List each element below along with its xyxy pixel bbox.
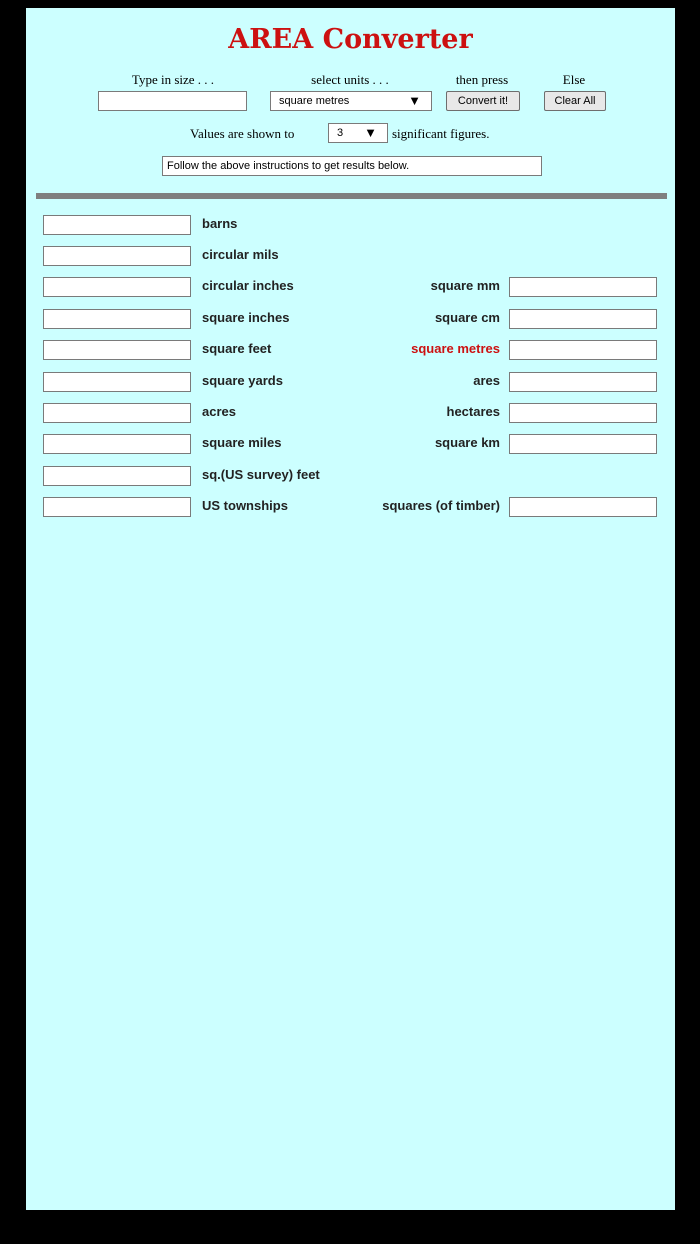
square-metres-label: square metres <box>411 341 500 356</box>
square-feet-field[interactable] <box>43 340 191 360</box>
sig-figures-select[interactable] <box>328 123 388 143</box>
hectares-field[interactable] <box>509 403 657 423</box>
sig-figures-value: 3 <box>337 127 344 139</box>
squares-timber-field[interactable] <box>509 497 657 517</box>
units-label: select units . . . <box>311 72 389 87</box>
us-townships-field[interactable] <box>43 497 191 517</box>
us-survey-feet-field[interactable] <box>43 466 191 486</box>
square-cm-field[interactable] <box>509 309 657 329</box>
circular-mils-label: circular mils <box>202 247 279 262</box>
us-survey-feet-label: sq.(US survey) feet <box>202 467 320 482</box>
ares-field[interactable] <box>509 372 657 392</box>
triangle-down-icon: ▼ <box>408 93 421 108</box>
section-divider <box>36 193 667 199</box>
square-yards-field[interactable] <box>43 372 191 392</box>
hectares-label: hectares <box>446 404 500 419</box>
else-label: Else <box>562 72 586 87</box>
square-miles-label: square miles <box>202 435 282 450</box>
size-label: Type in size . . . <box>131 72 215 87</box>
press-label: then press <box>455 72 509 87</box>
ares-label: ares <box>473 373 500 388</box>
clear-all-button[interactable]: Clear All <box>544 91 606 111</box>
convert-button[interactable]: Convert it! <box>446 91 520 111</box>
acres-label: acres <box>202 404 236 419</box>
square-inches-field[interactable] <box>43 309 191 329</box>
page-title: AREA Converter <box>228 24 473 55</box>
barns-field[interactable] <box>43 215 191 235</box>
circular-mils-field[interactable] <box>43 246 191 266</box>
sig-figures-suffix: significant figures. <box>392 126 490 141</box>
units-select-value: square metres <box>279 95 350 107</box>
units-select[interactable] <box>270 91 432 111</box>
square-feet-label: square feet <box>202 341 272 356</box>
barns-label: barns <box>202 216 238 231</box>
triangle-down-icon: ▼ <box>364 125 377 140</box>
square-metres-field[interactable] <box>509 340 657 360</box>
squares-timber-label: squares (of timber) <box>382 498 500 513</box>
square-mm-label: square mm <box>430 278 500 293</box>
acres-field[interactable] <box>43 403 191 423</box>
circular-inches-field[interactable] <box>43 277 191 297</box>
size-input[interactable] <box>98 91 247 111</box>
square-cm-label: square cm <box>434 310 500 325</box>
square-km-label: square km <box>434 435 500 450</box>
circular-inches-label: circular inches <box>202 278 294 293</box>
converter-panel <box>26 8 675 1210</box>
instructions-field[interactable] <box>162 156 542 176</box>
square-yards-label: square yards <box>202 373 283 388</box>
square-mm-field[interactable] <box>509 277 657 297</box>
square-miles-field[interactable] <box>43 434 191 454</box>
us-townships-label: US townships <box>202 498 288 513</box>
square-inches-label: square inches <box>202 310 290 325</box>
square-km-field[interactable] <box>509 434 657 454</box>
sig-figures-prefix: Values are shown to <box>190 126 295 141</box>
